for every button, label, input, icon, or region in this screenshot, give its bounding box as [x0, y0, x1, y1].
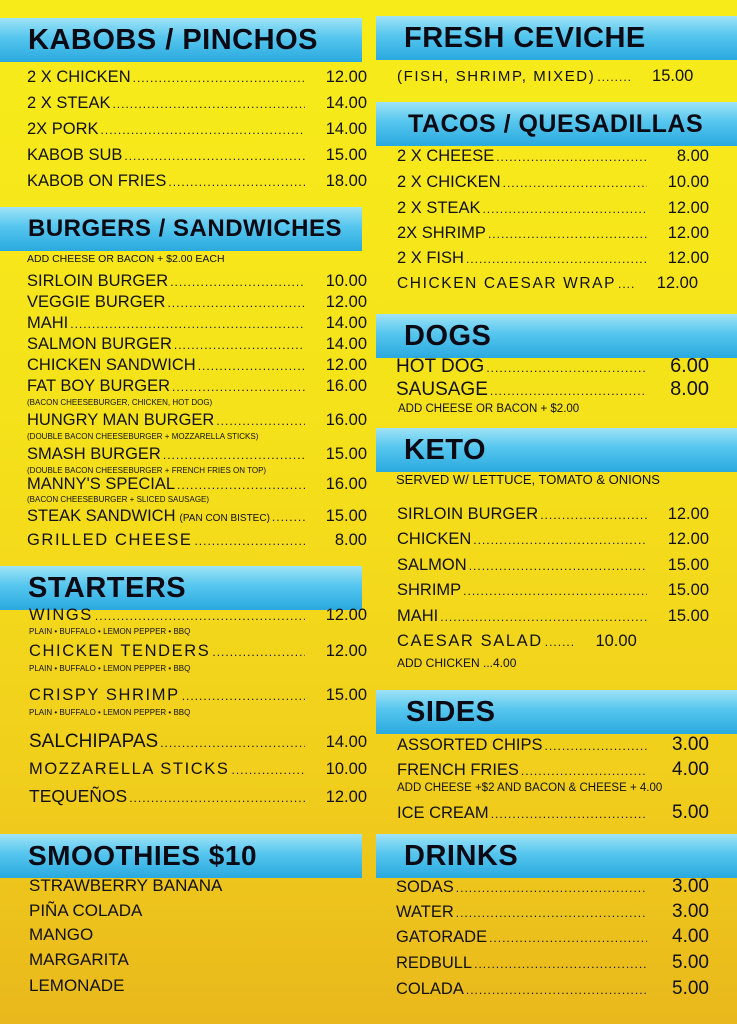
item-description: PLAIN • BUFFALO • LEMON PEPPER • BBQ	[29, 664, 191, 673]
dogs-banner	[376, 314, 737, 358]
keto-addon: ADD CHICKEN ...4.00	[397, 656, 517, 670]
menu-item: KABOB ON FRIES ..... 18.00	[27, 172, 367, 191]
menu-item: 2 X CHICKEN ..... 12.00	[27, 68, 367, 87]
smoothies-banner	[0, 834, 362, 878]
menu-item: MANNY'S SPECIAL ..... 16.00	[27, 475, 367, 494]
keto-note: SERVED W/ LETTUCE, TOMATO & ONIONS	[396, 472, 660, 487]
menu-item: 2 X FISH ..... 12.00	[397, 249, 709, 268]
menu-item: SALMON ..... 15.00	[397, 556, 709, 575]
burgers-banner	[0, 207, 362, 251]
item-description: (DOUBLE BACON CHEESEBURGER + MOZZARELLA STICKS)	[27, 432, 259, 441]
drinks-banner	[376, 834, 737, 878]
menu-item: (FISH, SHRIMP, MIXED) ..... 15.00	[397, 67, 709, 86]
smoothies-title: SMOOTHIES $10	[28, 840, 258, 871]
smoothie-item: STRAWBERRY BANANA	[29, 876, 223, 895]
smoothie-item: MARGARITA	[29, 950, 129, 969]
ceviche-title: FRESH CEVICHE	[404, 21, 646, 54]
menu-item: WINGS ..... 12.00	[29, 606, 367, 625]
sides-note: ADD CHEESE +$2 AND BACON & CHEESE + 4.00	[397, 782, 663, 794]
drinks-title: DRINKS	[404, 839, 519, 872]
dogs-title: DOGS	[404, 319, 492, 352]
menu-item: SALMON BURGER ..... 14.00	[27, 335, 367, 354]
starters-banner	[0, 566, 362, 610]
menu-item: 2 X STEAK ..... 12.00	[397, 199, 709, 218]
menu-item: CHICKEN TENDERS ..... 12.00	[29, 642, 367, 661]
dogs-note: ADD CHEESE OR BACON + $2.00	[398, 403, 580, 415]
keto-banner	[376, 428, 737, 472]
menu-item: VEGGIE BURGER ..... 12.00	[27, 293, 367, 312]
menu-item: CHICKEN ..... 12.00	[397, 530, 709, 549]
menu-item: SHRIMP ..... 15.00	[397, 581, 709, 600]
burgers-note: ADD CHEESE OR BACON + $2.00 EACH	[27, 253, 225, 265]
menu-item: SODAS ..... 3.00	[396, 876, 709, 898]
menu-item: 2 X STEAK ..... 14.00	[27, 94, 367, 113]
menu-item: CHICKEN CAESAR WRAP ..... 12.00	[397, 274, 709, 293]
item-description: (DOUBLE BACON CHEESEBURGER + FRENCH FRIES ON TOP)	[27, 466, 267, 475]
menu-item: SMASH BURGER ..... 15.00	[27, 445, 367, 464]
menu-item: STEAK SANDWICH (PAN CON BISTEC) ..... 15.00	[27, 507, 367, 526]
ceviche-banner	[376, 16, 737, 60]
menu-item: 2X PORK ..... 14.00	[27, 120, 367, 139]
menu-item: FRENCH FRIES ..... 4.00	[397, 759, 709, 781]
menu-item: HUNGRY MAN BURGER ..... 16.00	[27, 411, 367, 430]
item-description: PLAIN • BUFFALO • LEMON PEPPER • BBQ	[29, 627, 191, 636]
tacos-title: TACOS / QUESADILLAS	[408, 109, 704, 138]
tacos-banner	[376, 102, 737, 146]
sides-banner	[376, 690, 737, 734]
menu-item: HOT DOG ..... 6.00	[396, 355, 709, 378]
menu-item: KABOB SUB ..... 15.00	[27, 146, 367, 165]
item-description: (BACON CHEESEBURGER + SLICED SAUSAGE)	[27, 495, 210, 504]
kabobs-title: KABOBS / PINCHOS	[28, 23, 318, 56]
menu-item: MAHI ..... 15.00	[397, 607, 709, 626]
starters-title: STARTERS	[28, 571, 187, 604]
item-description: (BACON CHEESEBURGER, CHICKEN, HOT DOG)	[27, 398, 213, 407]
menu-item: COLADA ..... 5.00	[396, 978, 709, 1000]
keto-title: KETO	[404, 433, 487, 466]
menu-item: 2X SHRIMP ..... 12.00	[397, 224, 709, 243]
menu-item: 2 X CHEESE ..... 8.00	[397, 147, 709, 166]
menu-item: WATER ..... 3.00	[396, 901, 709, 923]
menu-item: FAT BOY BURGER ..... 16.00	[27, 377, 367, 396]
kabobs-banner	[0, 18, 362, 62]
menu-item: GRILLED CHEESE ..... 8.00	[27, 531, 367, 550]
menu-item: SAUSAGE ..... 8.00	[396, 378, 709, 401]
menu-item: SALCHIPAPAS ..... 14.00	[29, 731, 367, 753]
menu-item: MAHI ..... 14.00	[27, 314, 367, 333]
menu-item: ICE CREAM ..... 5.00	[397, 802, 709, 824]
burgers-title: BURGERS / SANDWICHES	[28, 215, 343, 242]
menu-item: ASSORTED CHIPS ..... 3.00	[397, 734, 709, 756]
menu-item: SIRLOIN BURGER ..... 12.00	[397, 505, 709, 524]
menu-item: 2 X CHICKEN ..... 10.00	[397, 173, 709, 192]
menu-item: REDBULL ..... 5.00	[396, 952, 709, 974]
menu-item: CHICKEN SANDWICH ..... 12.00	[27, 356, 367, 375]
menu-item: GATORADE ..... 4.00	[396, 926, 709, 948]
smoothie-item: MANGO	[29, 925, 94, 944]
menu-item: CRISPY SHRIMP ..... 15.00	[29, 686, 367, 705]
smoothie-item: LEMONADE	[29, 976, 125, 995]
item-description: PLAIN • BUFFALO • LEMON PEPPER • BBQ	[29, 708, 191, 717]
menu-item: TEQUEÑOS ..... 12.00	[29, 786, 367, 807]
menu-item: CAESAR SALAD ..... 10.00	[397, 632, 709, 651]
menu-item: MOZZARELLA STICKS ..... 10.00	[29, 760, 367, 779]
menu-item: SIRLOIN BURGER ..... 10.00	[27, 272, 367, 291]
sides-title: SIDES	[406, 695, 496, 728]
smoothie-item: PIÑA COLADA	[29, 901, 143, 920]
